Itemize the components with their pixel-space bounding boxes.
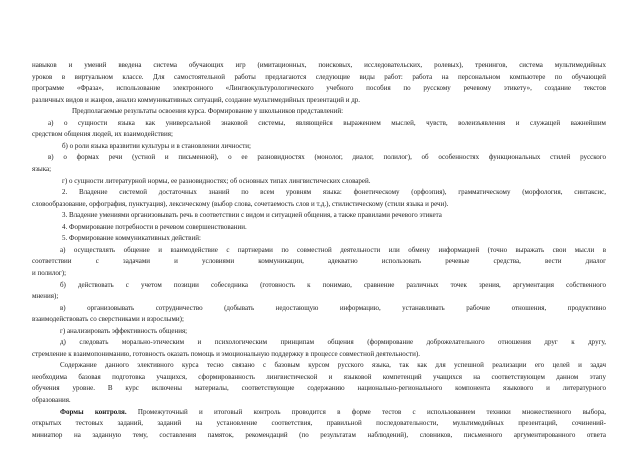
paragraph-line xyxy=(60,280,606,290)
paragraph-line xyxy=(32,60,606,70)
line-text: обучения уровне. В курс включены материалы, соответствующие содержанию национально-регионального компонента языкового и литературного xyxy=(32,384,606,393)
line-text: Предполагаемые результаты освоения курса. Формирование у школьников представлений: xyxy=(72,107,344,116)
line-text: б) о роли языка вразвитии культуры и в становлении личности; xyxy=(62,141,251,150)
line-text: 4. Формирование потребности в речевом совершенствовании. xyxy=(62,222,247,231)
paragraph-line xyxy=(60,326,606,336)
paragraph-line xyxy=(62,141,606,151)
paragraph-line xyxy=(62,233,606,243)
line-text: соответствии с задачами и условиями коммуникации, адекватно использовать речевые средства, вести диалог xyxy=(32,257,606,266)
paragraph-line xyxy=(32,314,606,324)
line-text: миниатюр на заданную тему, составления памяток, рекомендаций (по результатам наблюдений), словников, письменного аргументированного ответа xyxy=(32,430,606,439)
line-text: д) следовать морально-этическим и психологическим принципам общения (формирование доброжелательного отношения друг к другу, xyxy=(60,338,606,347)
section-heading: Формы контроля. xyxy=(60,407,127,416)
line-text: а) осуществлять общение и взаимодействие с партнерами по совместной деятельности или обмену информацией (точно выражать свои мысли в xyxy=(60,245,606,254)
paragraph-line xyxy=(32,291,606,301)
line-text: образования. xyxy=(32,396,71,404)
line-text: необходима базовая подготовка учащихся, сформированность лингвистической и языковой компетенций учащихся на соответствующем данном этапу xyxy=(32,372,606,381)
paragraph-line xyxy=(60,303,606,313)
line-text: в) о формах речи (устной и письменной), о ее разновидностях (монолог, диалог, полилог), об особенностях функциональных стилей русского xyxy=(48,153,606,162)
line-text: б) действовать с учетом позиции собеседника (готовность к понимаю, сравнение различных точек зрения, аргументация собственного xyxy=(60,280,606,289)
line-text: г) о сущности литературной нормы, ее разновидностях; об основных типах лингвистических словарей. xyxy=(62,176,371,185)
line-text: программе «Фраза», использование электронного «Лингвокультурологического учебного пособия по русскому речевому этикету», создание текстов xyxy=(32,84,606,93)
line-text: мнения); xyxy=(32,292,59,300)
line-text: различных видов и жанров, анализ коммуникативных ситуаций, создание мультимедийных презентаций и др. xyxy=(32,95,361,104)
paragraph-line xyxy=(32,349,606,359)
paragraph-line xyxy=(62,222,606,232)
paragraph-line xyxy=(72,106,606,116)
line-text: взаимодействовать со сверстниками и взрослыми); xyxy=(32,315,184,324)
line-text: словообразование, орфография, пунктуация), лексическому (выбор слова, сочетаемость слов и т.д.), стилистическому (стили языка и речи). xyxy=(32,199,449,208)
line-text: навыков и умений введена система обучающих игр (имитационных, поисковых, исследовательских, ролевых), тренингов, система мультимедийных xyxy=(32,61,606,69)
line-text: Содержание данного элективного курса тесно связано с базовым курсом русского языка, так как для успешной реализации его целей и задач xyxy=(60,361,606,370)
line-text: в) организовывать сотрудничество (добывать недостающую информацию, устанавливать рабочие отношения, продуктивно xyxy=(60,303,606,312)
paragraph-line xyxy=(62,187,606,197)
paragraph-line xyxy=(32,268,606,278)
paragraph-line xyxy=(32,199,606,209)
paragraph-line xyxy=(32,129,606,139)
paragraph-line xyxy=(60,360,606,370)
paragraph-line xyxy=(62,210,606,220)
paragraph-line xyxy=(60,245,606,255)
paragraph-line xyxy=(32,372,606,382)
paragraph-line xyxy=(60,407,606,417)
paragraph-line xyxy=(32,164,606,174)
paragraph-line xyxy=(32,418,606,428)
line-text: 5. Формирование коммуникативных действий: xyxy=(62,234,201,243)
line-text: Промежуточный и итоговый контроль проводится в форме тестов с использованием техники множественного выбора, xyxy=(126,407,606,416)
line-text: средством общения людей, их взаимодействия; xyxy=(32,130,173,139)
paragraph-line xyxy=(32,83,606,93)
line-text: стремление к взаимопониманию, готовность оказать помощь и эмоциональную поддержку в процессе совместной деятельности). xyxy=(32,349,420,358)
paragraph-line xyxy=(32,95,606,105)
line-text: 2. Владение системой достаточных знаний по всем уровням языка: фонетическому (орфоэпия), грамматическому (морфология, синтаксис, xyxy=(62,188,606,197)
paragraph-line xyxy=(62,176,606,186)
line-text: и полилог); xyxy=(32,268,67,277)
line-text: открытых тестовых заданий, заданий на установление соответствия, правильной последовательности, мультимедийных презентаций, сочинений- xyxy=(32,419,606,428)
line-text: языка; xyxy=(32,164,52,173)
line-text: а) о сущности языка как универсальной знаковой системы, являющейся выражением мыслей, чувств, волеизъявления и служащей важнейшим xyxy=(48,118,606,127)
line-text: уроков в виртуальном классе. Для самостоятельной работы предлагаются следующие виды работ: работа на персональном компьютере по обучающей xyxy=(32,72,606,81)
paragraph-line xyxy=(32,395,606,405)
line-text: г) анализировать эффективность общения; xyxy=(60,326,188,335)
paragraph-line xyxy=(48,118,606,128)
paragraph-line xyxy=(32,256,606,266)
paragraph-line xyxy=(32,430,606,440)
line-text: 3. Владение умениями организовывать речь в соответствии с видом и ситуацией общения, а также правилами речевого этикета xyxy=(62,211,442,220)
paragraph-line xyxy=(32,383,606,393)
paragraph-line xyxy=(32,72,606,82)
paragraph-line xyxy=(48,152,606,162)
paragraph-line xyxy=(60,337,606,347)
